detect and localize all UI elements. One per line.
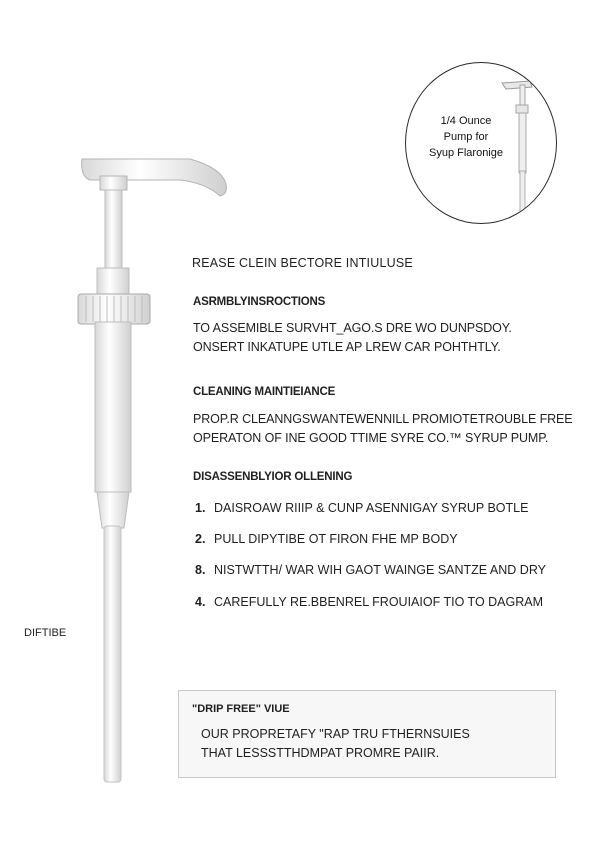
dip-tube-label: DIFTIBE [24, 627, 67, 639]
inset-circle [405, 62, 557, 224]
step-text: DAISROAW RIIIP & CUNP ASENNIGAY SYRUP BOTLE [214, 501, 529, 515]
step-item [195, 563, 546, 577]
inset-line: Pump for [443, 131, 489, 143]
step-number: 4. [195, 595, 206, 609]
assembly-line: ONSERT INKATUPE UTLE AP LREW CAR POHTHTLY. [193, 340, 501, 354]
cleaning-heading: CLEANING MAINTIEIANCE [193, 386, 336, 398]
inset-caption [416, 113, 516, 161]
drip-free-callout [178, 690, 556, 778]
assembly-text [193, 319, 512, 357]
assembly-line: TO ASSEMIBLE SURVHT_AGO.S DRE WO DUNPSDOY. [193, 321, 512, 335]
intro-text: REASE CLEIN BECTORE INTIULUSE [192, 256, 413, 270]
cleaning-text [193, 410, 573, 448]
callout-title: "DRIP FREE" VIUE [192, 703, 290, 715]
step-item [195, 595, 543, 609]
callout-body [201, 725, 470, 763]
cleaning-line: OPERATON OF INE GOOD TTIME SYRE CO.™ SYRUP PUMP. [193, 431, 549, 445]
step-item [195, 501, 528, 515]
step-text: CAREFULLY RE.BBENREL FROUIAIOF TIO TO DAGRAM [214, 595, 544, 609]
step-text: PULL DIPYTIBE OT FIRON FHE MP BODY [214, 532, 458, 546]
callout-line: THAT LESSSTTHDMPAT PROMRE PAIIR. [201, 746, 440, 760]
step-number: 1. [195, 501, 206, 515]
disassembly-heading: DISASSENBLYIOR OLLENING [193, 471, 353, 483]
assembly-heading: ASRMBLYINSROCTIONS [193, 296, 326, 308]
step-item [195, 532, 458, 546]
cleaning-line: PROP.R CLEANNGSWANTEWENNILL PROMIOTETROUBLE FREE [193, 412, 573, 426]
step-number: 8. [195, 563, 206, 577]
inset-line: Syup Flaronige [429, 147, 503, 159]
inset-line: 1/4 Ounce [440, 115, 492, 127]
step-text: NISTWTTH/ WAR WIH GAOT WAINGE SANTZE AND DRY [214, 563, 546, 577]
callout-line: OUR PROPRETAFY "RAP TRU FTHERNSUIES [201, 727, 470, 741]
step-number: 2. [195, 532, 206, 546]
